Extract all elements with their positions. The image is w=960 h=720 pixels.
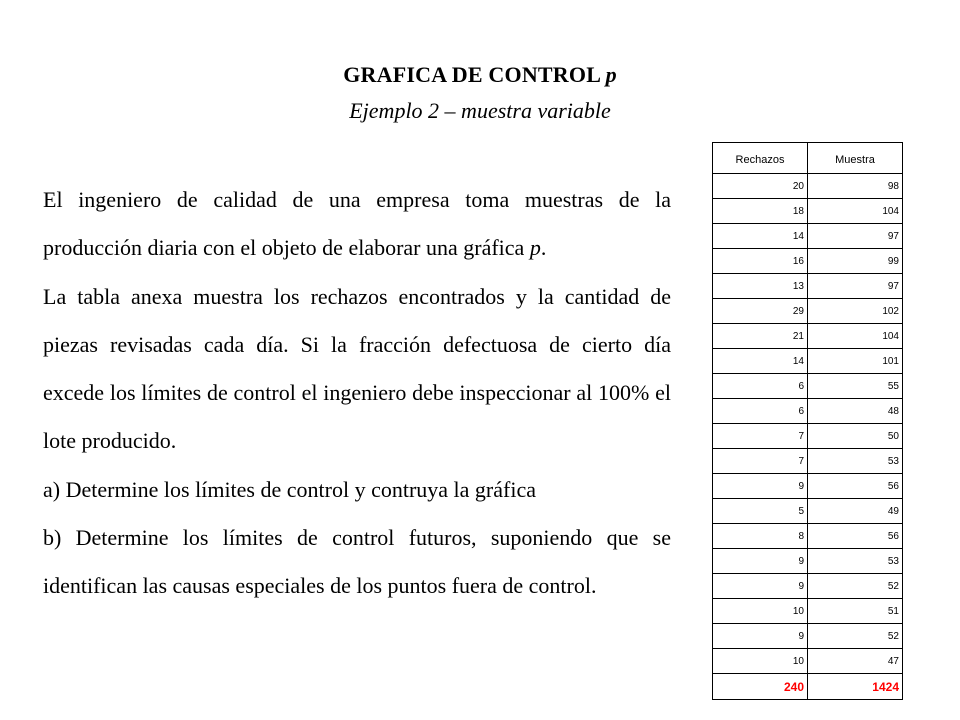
paragraph-table-description: La tabla anexa muestra los rechazos encontrados y la cantidad de piezas revisadas cada día. Si la fracción defectuosa de cierto día excede los límites de control el ingeniero debe inspeccionar al 100% el lote producido. — [43, 283, 671, 454]
cell-muestra: 99 — [808, 249, 903, 274]
cell-muestra: 56 — [808, 524, 903, 549]
cell-rechazos: 29 — [713, 299, 808, 324]
cell-rechazos: 8 — [713, 524, 808, 549]
cell-muestra: 98 — [808, 174, 903, 199]
cell-rechazos: 7 — [713, 424, 808, 449]
cell-rechazos: 9 — [713, 624, 808, 649]
cell-rechazos: 7 — [713, 449, 808, 474]
page-title-text: GRAFICA DE CONTROL — [343, 62, 600, 87]
data-table — [712, 142, 903, 700]
header-rechazos: Rechazos — [713, 143, 808, 174]
cell-rechazos: 16 — [713, 249, 808, 274]
cell-muestra: 52 — [808, 574, 903, 599]
table-total-row — [713, 674, 903, 700]
cell-muestra: 101 — [808, 349, 903, 374]
cell-muestra: 49 — [808, 499, 903, 524]
paragraph-intro-variable: p — [529, 235, 541, 261]
table-row — [713, 474, 903, 499]
cell-muestra: 53 — [808, 449, 903, 474]
cell-rechazos: 13 — [713, 274, 808, 299]
paragraph-intro — [43, 176, 671, 273]
cell-muestra: 50 — [808, 424, 903, 449]
cell-rechazos: 9 — [713, 549, 808, 574]
cell-muestra: 104 — [808, 199, 903, 224]
page-title-variable: p — [605, 62, 617, 87]
cell-muestra: 56 — [808, 474, 903, 499]
cell-muestra: 53 — [808, 549, 903, 574]
table-row — [713, 299, 903, 324]
cell-rechazos: 20 — [713, 174, 808, 199]
table-row — [713, 224, 903, 249]
page-title — [0, 62, 960, 88]
cell-muestra: 102 — [808, 299, 903, 324]
table-row — [713, 399, 903, 424]
table-row — [713, 374, 903, 399]
cell-muestra: 55 — [808, 374, 903, 399]
table-row — [713, 524, 903, 549]
table-row — [713, 274, 903, 299]
table-row — [713, 574, 903, 599]
cell-rechazos: 6 — [713, 374, 808, 399]
table-row — [713, 174, 903, 199]
total-muestra: 1424 — [808, 674, 903, 700]
cell-rechazos: 9 — [713, 574, 808, 599]
cell-muestra: 97 — [808, 224, 903, 249]
table-row — [713, 249, 903, 274]
question-a: a) Determine los límites de control y contruya la gráfica — [43, 476, 536, 502]
table-row — [713, 324, 903, 349]
cell-muestra: 48 — [808, 399, 903, 424]
table-body — [713, 174, 903, 700]
table-row — [713, 449, 903, 474]
cell-rechazos: 21 — [713, 324, 808, 349]
cell-muestra: 97 — [808, 274, 903, 299]
cell-rechazos: 5 — [713, 499, 808, 524]
page-subtitle: Ejemplo 2 – muestra variable — [349, 98, 611, 123]
question-b: b) Determine los límites de control futuros, suponiendo que se identifican las causas especiales de los puntos fuera de control. — [43, 525, 671, 599]
cell-muestra: 47 — [808, 649, 903, 674]
problem-statement — [43, 176, 671, 611]
cell-rechazos: 14 — [713, 224, 808, 249]
paragraph-intro-end: . — [540, 235, 547, 261]
table-row — [713, 424, 903, 449]
table-row — [713, 499, 903, 524]
cell-rechazos: 6 — [713, 399, 808, 424]
cell-rechazos: 18 — [713, 199, 808, 224]
cell-rechazos: 14 — [713, 349, 808, 374]
total-rechazos: 240 — [713, 674, 808, 700]
paragraph-intro-text: El ingeniero de calidad de una empresa toma muestras de la producción diaria con el objeto de elaborar una gráfica — [43, 187, 671, 261]
table-row — [713, 549, 903, 574]
cell-rechazos: 9 — [713, 474, 808, 499]
table-row — [713, 649, 903, 674]
cell-rechazos: 10 — [713, 649, 808, 674]
cell-muestra: 104 — [808, 324, 903, 349]
cell-rechazos: 10 — [713, 599, 808, 624]
table-header-row — [713, 143, 903, 174]
table-row — [713, 349, 903, 374]
table-row — [713, 599, 903, 624]
table-row — [713, 199, 903, 224]
cell-muestra: 51 — [808, 599, 903, 624]
header-muestra: Muestra — [808, 143, 903, 174]
cell-muestra: 52 — [808, 624, 903, 649]
table-row — [713, 624, 903, 649]
